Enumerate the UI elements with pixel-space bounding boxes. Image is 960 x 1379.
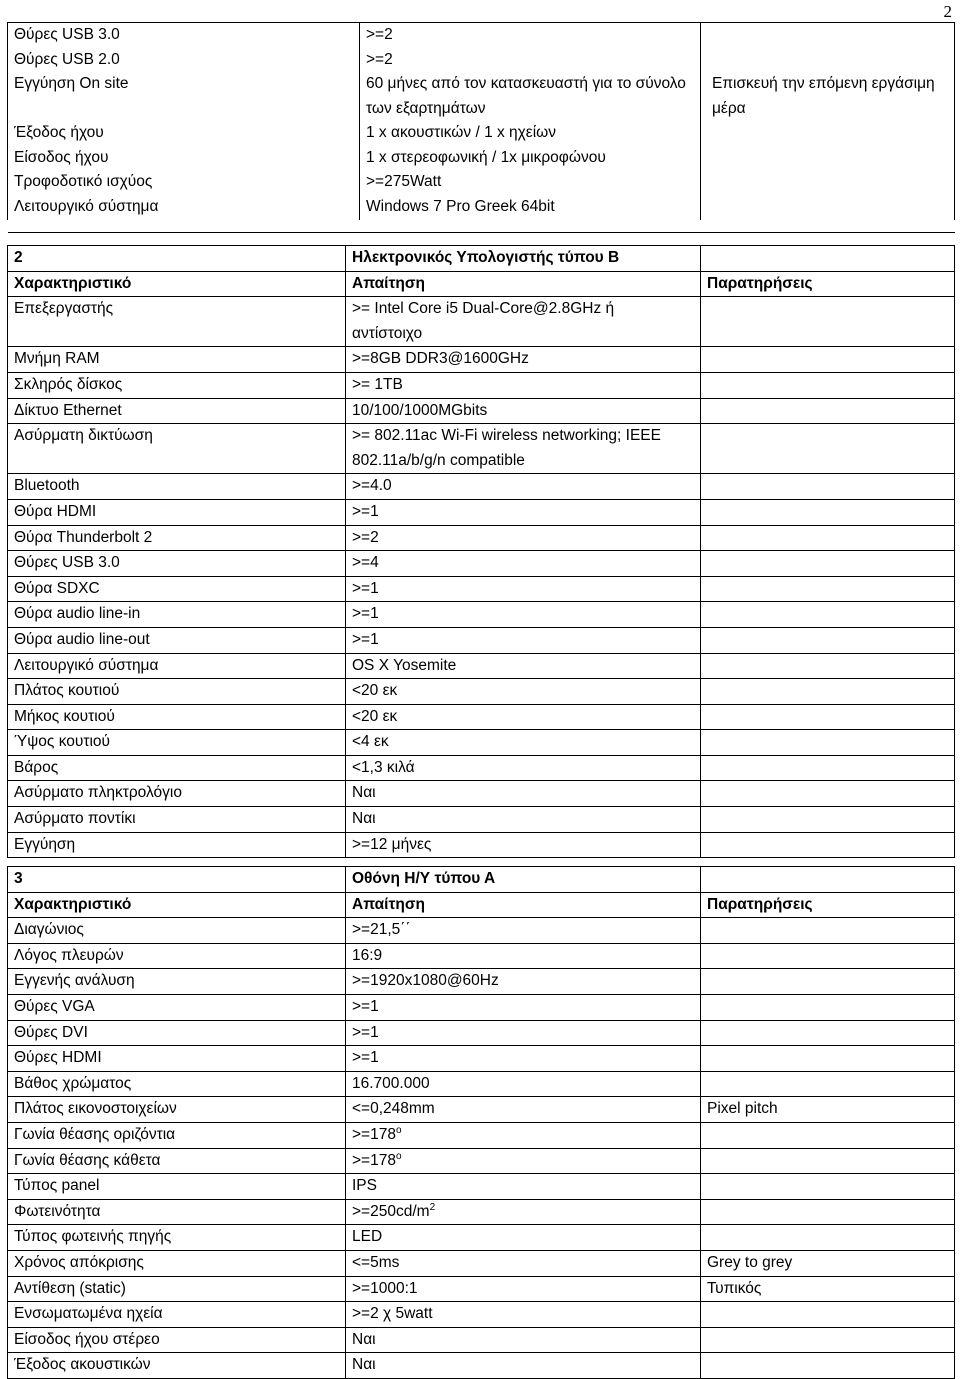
requirement-value (346, 474, 701, 500)
table-row (8, 918, 955, 944)
feature-label: Λειτουργικό σύστημα (8, 653, 346, 679)
note-value (701, 730, 955, 756)
requirement-text: 16.700.000 (352, 1074, 430, 1092)
note-value (701, 781, 955, 807)
requirement-value (346, 1276, 701, 1302)
table-computer-b (7, 245, 955, 858)
requirement-text: >=178 (352, 1125, 396, 1143)
requirement-value (346, 1302, 701, 1328)
table-body (8, 297, 955, 858)
note-value: Pixel pitch (701, 1097, 955, 1123)
table-row (8, 1174, 955, 1200)
note-value (701, 525, 955, 551)
feature-label: Γωνία θέασης κάθετα (8, 1148, 346, 1174)
requirement-text: >=250cd/m (352, 1202, 430, 1220)
requirement-value (346, 602, 701, 628)
feature-label: Χρόνος απόκρισης (8, 1250, 346, 1276)
requirement-value (346, 297, 701, 347)
note-value (701, 679, 955, 705)
table-row (8, 1148, 955, 1174)
note-value (701, 943, 955, 969)
note-value (701, 1302, 955, 1328)
feature-label: Τύπος panel (8, 1174, 346, 1200)
requirement-text: >=2 χ 5watt (352, 1305, 433, 1323)
feature-label: Επεξεργαστής (8, 297, 346, 347)
feature-label: Μήκος κουτιού (8, 704, 346, 730)
table-row (8, 576, 955, 602)
table-row (8, 1122, 955, 1148)
requirement-text: >=2 (352, 528, 379, 546)
note-value (701, 1046, 955, 1072)
table-row (8, 602, 955, 628)
column-header-feature: Χαρακτηριστικό (8, 271, 346, 297)
requirement-text: >=1 (352, 630, 379, 648)
table-row (8, 372, 955, 398)
note-value (701, 297, 955, 347)
table-row (8, 474, 955, 500)
requirement-text: <=5ms (352, 1253, 400, 1271)
feature-label: Ασύρματο ποντίκι (8, 807, 346, 833)
superscript: ο (395, 1124, 402, 1136)
table-row (8, 1225, 955, 1251)
feature-label: Μνήμη RAM (8, 347, 346, 373)
requirement-value (346, 943, 701, 969)
requirement-value (346, 1122, 701, 1148)
feature-label: Θύρα Thunderbolt 2 (8, 525, 346, 551)
table-title-row (8, 246, 955, 272)
table-row (8, 969, 955, 995)
note-value (701, 1174, 955, 1200)
requirement-value: >=2 (366, 50, 393, 68)
requirement-value (346, 704, 701, 730)
requirement-value (346, 679, 701, 705)
note-value (701, 576, 955, 602)
section-number: 2 (8, 246, 346, 272)
requirement-text: 16:9 (352, 946, 383, 964)
requirement-value (346, 499, 701, 525)
feature-label: Ασύρματη δικτύωση (8, 424, 346, 474)
requirement-value: >=275Watt (366, 173, 442, 191)
feature-label: Θύρες USB 3.0 (8, 551, 346, 577)
requirement-text: >=4.0 (352, 477, 392, 495)
feature-label: Φωτεινότητα (8, 1199, 346, 1225)
table-row (8, 525, 955, 551)
requirement-value: 1 x στερεοφωνική / 1x μικροφώνου (366, 148, 606, 166)
requirement-value: 60 μήνες από τον κατασκευαστή για το σύνολο των εξαρτημάτων (366, 75, 686, 117)
requirement-text: <=0,248mm (352, 1100, 435, 1118)
requirement-value (346, 576, 701, 602)
note-value (701, 1122, 955, 1148)
requirement-value (346, 398, 701, 424)
note-value (701, 347, 955, 373)
note-value (701, 1199, 955, 1225)
feature-label: Θύρες HDMI (8, 1046, 346, 1072)
requirement-text: >=1 (352, 605, 379, 623)
feature-label: Θύρες USB 3.0 (14, 26, 120, 43)
note-value (701, 755, 955, 781)
table-computer-a-continued (7, 22, 955, 233)
table-row (8, 653, 955, 679)
feature-label: Διαγώνιος (8, 918, 346, 944)
feature-label: Bluetooth (8, 474, 346, 500)
note-value (701, 832, 955, 858)
requirement-value (346, 781, 701, 807)
requirement-value (346, 627, 701, 653)
requirement-value: 1 x ακουστικών / 1 x ηχείων (366, 124, 557, 142)
table-row (8, 551, 955, 577)
table-row (8, 704, 955, 730)
requirement-text: >= 1TB (352, 375, 403, 393)
requirement-value: Windows 7 Pro Greek 64bit (366, 197, 555, 215)
table-row (8, 23, 955, 220)
requirement-text: >=4 (352, 554, 379, 572)
requirement-value (346, 1327, 701, 1353)
feature-label: Γωνία θέασης οριζόντια (8, 1122, 346, 1148)
requirement-value (346, 994, 701, 1020)
table-row (8, 1097, 955, 1123)
requirement-value (346, 653, 701, 679)
note-value (701, 602, 955, 628)
table-row (8, 1071, 955, 1097)
requirement-text: >=178 (352, 1151, 396, 1169)
feature-label: Βάρος (8, 755, 346, 781)
requirement-value (346, 1174, 701, 1200)
requirement-text: >=8GB DDR3@1600GHz (352, 350, 529, 368)
feature-label: Θύρα SDXC (8, 576, 346, 602)
table-row (8, 1327, 955, 1353)
table-body (8, 23, 955, 233)
requirement-text: <20 εκ (352, 682, 398, 700)
note-value (701, 1148, 955, 1174)
requirement-text: <1,3 κιλά (352, 758, 415, 776)
note-value (701, 1225, 955, 1251)
requirement-text: Ναι (352, 810, 376, 828)
note-value (701, 918, 955, 944)
page-number: 2 (943, 2, 952, 21)
requirement-text: OS X Yosemite (352, 656, 457, 674)
section-number: 3 (8, 867, 346, 893)
feature-cell (8, 23, 360, 220)
requirement-text: >=1 (352, 1049, 379, 1067)
feature-label: Θύρα HDMI (8, 499, 346, 525)
table-row (8, 1046, 955, 1072)
note-value (701, 474, 955, 500)
table-row (8, 627, 955, 653)
table-row (8, 807, 955, 833)
feature-label: Θύρα audio line-out (8, 627, 346, 653)
note-value (701, 1353, 955, 1379)
requirement-text: >=1 (352, 997, 379, 1015)
requirement-text: >=1 (352, 579, 379, 597)
feature-label: Πλάτος εικονοστοιχείων (8, 1097, 346, 1123)
requirement-value (346, 424, 701, 474)
requirement-value (346, 1097, 701, 1123)
feature-label: Θύρα audio line-in (8, 602, 346, 628)
requirement-value (346, 1148, 701, 1174)
requirement-value (346, 551, 701, 577)
feature-label: Έξοδος ήχου (14, 124, 104, 142)
table-row (8, 424, 955, 474)
column-header-notes: Παρατηρήσεις (701, 892, 955, 918)
requirement-value (346, 1250, 701, 1276)
note-value (701, 424, 955, 474)
requirement-value (346, 372, 701, 398)
requirement-value (346, 1020, 701, 1046)
note-value (701, 994, 955, 1020)
requirement-value (346, 755, 701, 781)
feature-label: Ασύρματο πληκτρολόγιο (8, 781, 346, 807)
table-header-row (8, 271, 955, 297)
feature-label: Εγγύηση (8, 832, 346, 858)
requirement-text: Ναι (352, 784, 376, 802)
requirement-cell (360, 23, 701, 220)
table-row (8, 499, 955, 525)
feature-label: Αντίθεση (static) (8, 1276, 346, 1302)
requirement-value (346, 969, 701, 995)
requirement-text: >=1 (352, 1023, 379, 1041)
table-row (8, 1276, 955, 1302)
note-value: Τυπικός (701, 1276, 955, 1302)
note-value (701, 704, 955, 730)
table-body (8, 918, 955, 1379)
feature-label: Ενσωματωμένα ηχεία (8, 1302, 346, 1328)
requirement-value (346, 918, 701, 944)
requirement-value (346, 347, 701, 373)
table-row (8, 994, 955, 1020)
column-header-notes: Παρατηρήσεις (701, 271, 955, 297)
requirement-text: >=1000:1 (352, 1279, 418, 1297)
note-value (701, 653, 955, 679)
requirement-value (346, 832, 701, 858)
column-header-requirement: Απαίτηση (346, 892, 701, 918)
note-value (701, 499, 955, 525)
requirement-value: >=2 (366, 26, 393, 43)
table-row (8, 1020, 955, 1046)
note-value (701, 398, 955, 424)
table-row (8, 832, 955, 858)
feature-label: Λόγος πλευρών (8, 943, 346, 969)
table-row (8, 755, 955, 781)
note-value (701, 627, 955, 653)
note-value: Επισκευή την επόμενη εργάσιμη μέρα (712, 75, 935, 117)
table-monitor-a (7, 866, 955, 1379)
requirement-value (346, 1353, 701, 1379)
requirement-text: <20 εκ (352, 707, 398, 725)
feature-label: Εγγενής ανάλυση (8, 969, 346, 995)
feature-label: Ύψος κουτιού (8, 730, 346, 756)
notes-cell (701, 23, 955, 220)
requirement-value (346, 730, 701, 756)
requirement-text: IPS (352, 1177, 377, 1195)
table-row (8, 1353, 955, 1379)
note-value (701, 1020, 955, 1046)
note-value (701, 807, 955, 833)
requirement-value (346, 1199, 701, 1225)
note-value (701, 969, 955, 995)
table-row (8, 347, 955, 373)
table-row (8, 943, 955, 969)
superscript: 2 (429, 1201, 436, 1213)
requirement-value (346, 807, 701, 833)
requirement-value (346, 525, 701, 551)
feature-label: Λειτουργικό σύστημα (14, 197, 159, 215)
note-value (701, 1071, 955, 1097)
table-row (8, 1199, 955, 1225)
column-header-requirement: Απαίτηση (346, 271, 701, 297)
feature-label: Σκληρός δίσκος (8, 372, 346, 398)
table-title-row (8, 867, 955, 893)
feature-label: Εγγύηση On site (14, 75, 129, 93)
table-bottom-rule (8, 220, 955, 233)
note-value (701, 372, 955, 398)
feature-label: Τροφοδοτικό ισχύος (14, 173, 153, 191)
feature-label: Είσοδος ήχου (14, 148, 109, 166)
requirement-text: >= 802.11ac Wi-Fi wireless networking; IEEE 802.11a/b/g/n compatible (352, 427, 661, 469)
feature-label: Έξοδος ακουστικών (8, 1353, 346, 1379)
table-row (8, 1302, 955, 1328)
requirement-text: >= Intel Core i5 Dual-Core@2.8GHz ή αντίστοιχο (352, 300, 615, 342)
requirement-text: >=1 (352, 502, 379, 520)
table-row (8, 730, 955, 756)
requirement-text: >=21,5΄΄ (352, 921, 411, 939)
table-row (8, 297, 955, 347)
requirement-text: Ναι (352, 1330, 376, 1348)
requirement-text: >=12 μήνες (352, 835, 432, 853)
feature-label: Θύρες USB 2.0 (14, 50, 120, 68)
requirement-value (346, 1046, 701, 1072)
feature-label: Θύρες DVI (8, 1020, 346, 1046)
note-value (701, 1327, 955, 1353)
table-row (8, 679, 955, 705)
note-value (701, 551, 955, 577)
requirement-value (346, 1071, 701, 1097)
requirement-text: >=1920x1080@60Hz (352, 972, 499, 990)
section-title: Οθόνη Η/Υ τύπου Α (346, 867, 701, 893)
superscript: ο (395, 1150, 402, 1162)
feature-label: Πλάτος κουτιού (8, 679, 346, 705)
feature-label: Είσοδος ήχου στέρεο (8, 1327, 346, 1353)
table-row (8, 1250, 955, 1276)
table-row (8, 781, 955, 807)
feature-label: Θύρες VGA (8, 994, 346, 1020)
feature-label: Δίκτυο Ethernet (8, 398, 346, 424)
column-header-feature: Χαρακτηριστικό (8, 892, 346, 918)
requirement-text: 10/100/1000MGbits (352, 401, 488, 419)
feature-label: Βάθος χρώματος (8, 1071, 346, 1097)
note-value: Grey to grey (701, 1250, 955, 1276)
requirement-value (346, 1225, 701, 1251)
table-row (8, 398, 955, 424)
requirement-text: <4 εκ (352, 733, 389, 751)
requirement-text: LED (352, 1228, 383, 1246)
table-header-row (8, 892, 955, 918)
feature-label: Τύπος φωτεινής πηγής (8, 1225, 346, 1251)
section-title: Ηλεκτρονικός Υπολογιστής τύπου Β (346, 246, 701, 272)
requirement-text: Ναι (352, 1356, 376, 1374)
